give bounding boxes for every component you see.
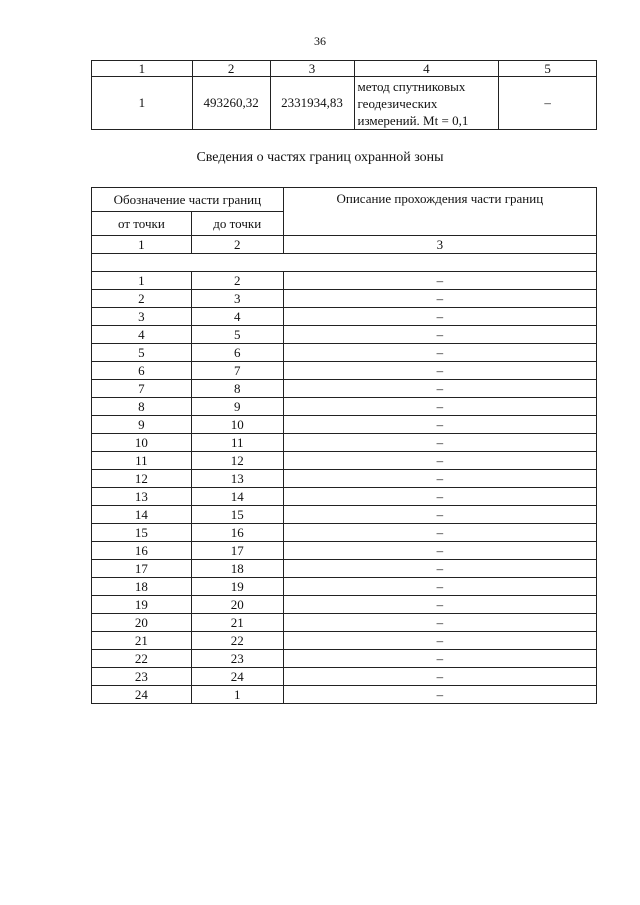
part-description: – (283, 452, 596, 470)
col-header: 1 (92, 61, 193, 77)
from-point: 20 (92, 614, 192, 632)
to-point: 19 (191, 578, 283, 596)
empty-cell (92, 254, 597, 272)
part-description: – (283, 686, 596, 704)
table-row (92, 596, 597, 614)
to-point: 12 (191, 452, 283, 470)
from-point: 8 (92, 398, 192, 416)
method-line: геодезических (357, 95, 438, 111)
part-description: – (283, 272, 596, 290)
table-row (92, 272, 597, 290)
part-description: – (283, 596, 596, 614)
table-row (92, 614, 597, 632)
table-row (92, 578, 597, 596)
part-description: – (283, 506, 596, 524)
to-point: 1 (191, 686, 283, 704)
to-point: 14 (191, 488, 283, 506)
header-row (92, 188, 597, 212)
col-number: 2 (191, 236, 283, 254)
part-description: – (283, 632, 596, 650)
to-point: 4 (191, 308, 283, 326)
table-row (92, 632, 597, 650)
from-point: 4 (92, 326, 192, 344)
point-number: 1 (92, 77, 193, 130)
table-row (92, 362, 597, 380)
to-point: 18 (191, 560, 283, 578)
from-point: 7 (92, 380, 192, 398)
table-row (92, 290, 597, 308)
from-point: 2 (92, 290, 192, 308)
table-row (92, 506, 597, 524)
group-header: Обозначение части границ (92, 188, 284, 212)
table-row (92, 380, 597, 398)
from-point: 12 (92, 470, 192, 488)
to-point: 6 (191, 344, 283, 362)
part-description: – (283, 362, 596, 380)
x-coordinate: 493260,32 (192, 77, 270, 130)
from-point: 3 (92, 308, 192, 326)
y-coordinate: 2331934,83 (270, 77, 354, 130)
coordinates-header-row (92, 61, 597, 77)
from-point: 16 (92, 542, 192, 560)
from-point: 17 (92, 560, 192, 578)
from-point: 1 (92, 272, 192, 290)
from-point: 15 (92, 524, 192, 542)
to-point: 21 (191, 614, 283, 632)
to-point: 9 (191, 398, 283, 416)
part-description: – (283, 614, 596, 632)
to-point: 22 (191, 632, 283, 650)
col-header: 5 (499, 61, 597, 77)
part-description: – (283, 308, 596, 326)
from-point: 6 (92, 362, 192, 380)
from-point: 22 (92, 650, 192, 668)
part-description: – (283, 650, 596, 668)
to-point: 8 (191, 380, 283, 398)
to-point: 11 (191, 434, 283, 452)
table-row (92, 686, 597, 704)
table-row (92, 560, 597, 578)
col-header: 4 (354, 61, 499, 77)
table-row (92, 308, 597, 326)
col-number: 3 (283, 236, 596, 254)
part-description: – (283, 560, 596, 578)
table-row (92, 452, 597, 470)
col-header: 2 (192, 61, 270, 77)
method-line: измерений. Mt = 0,1 (357, 112, 469, 128)
from-header: от точки (92, 212, 192, 236)
from-point: 5 (92, 344, 192, 362)
table-row (92, 434, 597, 452)
part-description: – (283, 470, 596, 488)
table-row (92, 344, 597, 362)
from-point: 10 (92, 434, 192, 452)
boundary-parts-table (91, 187, 597, 704)
part-description: – (283, 542, 596, 560)
to-point: 2 (191, 272, 283, 290)
part-description: – (283, 434, 596, 452)
from-point: 24 (92, 686, 192, 704)
to-header: до точки (191, 212, 283, 236)
table-row (92, 470, 597, 488)
to-point: 23 (191, 650, 283, 668)
from-point: 13 (92, 488, 192, 506)
coordinates-row (92, 77, 597, 130)
extra-value: – (499, 77, 597, 130)
table-row (92, 416, 597, 434)
description-header: Описание прохождения части границ (283, 188, 596, 236)
from-point: 9 (92, 416, 192, 434)
to-point: 17 (191, 542, 283, 560)
to-point: 24 (191, 668, 283, 686)
from-point: 11 (92, 452, 192, 470)
method-description (354, 77, 499, 130)
from-point: 19 (92, 596, 192, 614)
table-row (92, 398, 597, 416)
to-point: 7 (191, 362, 283, 380)
from-point: 21 (92, 632, 192, 650)
page-number: 36 (314, 34, 326, 48)
to-point: 16 (191, 524, 283, 542)
coordinates-table (91, 60, 597, 130)
part-description: – (283, 668, 596, 686)
table-row (92, 488, 597, 506)
from-point: 14 (92, 506, 192, 524)
empty-row (92, 254, 597, 272)
table-row (92, 326, 597, 344)
to-point: 10 (191, 416, 283, 434)
part-description: – (283, 326, 596, 344)
table-row (92, 542, 597, 560)
part-description: – (283, 524, 596, 542)
to-point: 3 (191, 290, 283, 308)
to-point: 20 (191, 596, 283, 614)
table-row (92, 524, 597, 542)
part-description: – (283, 416, 596, 434)
to-point: 15 (191, 506, 283, 524)
col-number: 1 (92, 236, 192, 254)
table-row (92, 668, 597, 686)
from-point: 23 (92, 668, 192, 686)
part-description: – (283, 488, 596, 506)
part-description: – (283, 578, 596, 596)
to-point: 5 (191, 326, 283, 344)
part-description: – (283, 398, 596, 416)
part-description: – (283, 380, 596, 398)
method-line: метод спутниковых (357, 78, 466, 94)
to-point: 13 (191, 470, 283, 488)
part-description: – (283, 290, 596, 308)
section-title: Сведения о частях границ охранной зоны (196, 150, 444, 165)
table-row (92, 650, 597, 668)
part-description: – (283, 344, 596, 362)
col-header: 3 (270, 61, 354, 77)
from-point: 18 (92, 578, 192, 596)
column-numbers-row (92, 236, 597, 254)
